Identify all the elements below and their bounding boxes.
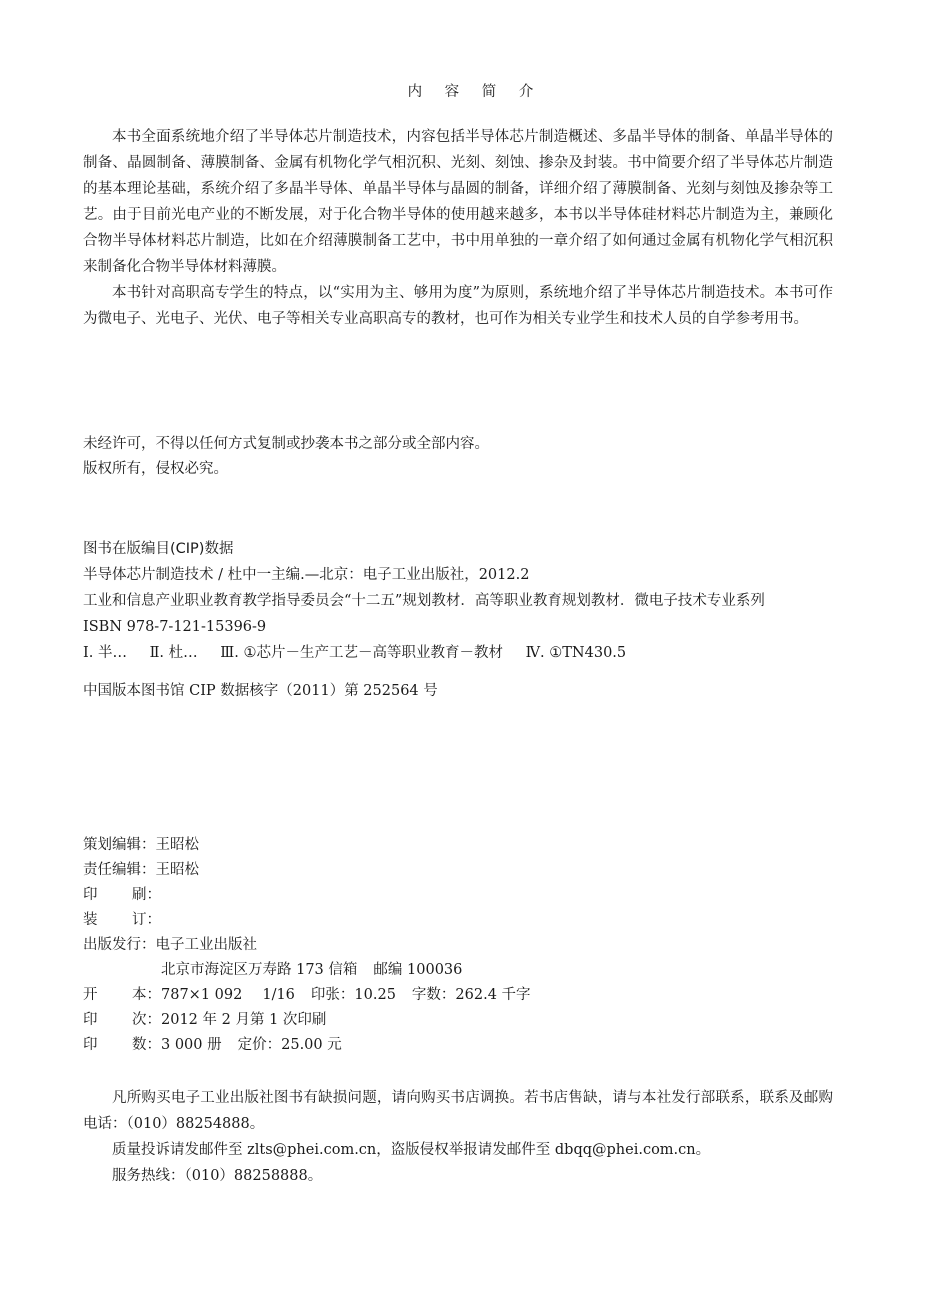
copyright-line: 未经许可，不得以任何方式复制或抄袭本书之部分或全部内容。 xyxy=(83,436,489,452)
planning-editor-value: 王昭松 xyxy=(155,837,199,853)
address-row xyxy=(83,958,843,983)
notice-paragraph: 质量投诉请发邮件至 zlts@phei.com.cn，盗版侵权举报请发邮件至 dbqq@phei.com.cn。 xyxy=(112,1142,711,1158)
printing-label-a: 印 xyxy=(83,887,98,903)
publisher-row: 出版发行 ： 电子工业出版社 xyxy=(83,933,843,958)
cip-class-item: Ⅳ. ①TN430.5 xyxy=(525,645,627,661)
quantity-label-a: 印 xyxy=(83,1037,98,1053)
edition-label-a: 印 xyxy=(83,1012,98,1028)
cip-class-item: Ⅲ. ①芯片－生产工艺－高等职业教育－教材 xyxy=(220,645,503,661)
publishing-info xyxy=(83,833,843,1058)
format-label-a: 开 xyxy=(83,987,98,1003)
format-label-b: 本 xyxy=(132,987,147,1003)
binding-label-b: 订 xyxy=(132,912,147,928)
service-notice xyxy=(83,1085,833,1189)
edition-value: 2012 年 2 月第 1 次印刷 xyxy=(161,1012,327,1028)
publisher-label: 出版发行 xyxy=(83,937,141,953)
printing-row: 印 刷： xyxy=(83,883,843,908)
cip-data-section xyxy=(83,536,843,704)
printing-label-b: 刷 xyxy=(132,887,147,903)
quantity-label-b: 数 xyxy=(132,1037,147,1053)
publisher-address: 北京市海淀区万寿路 173 信箱 xyxy=(161,962,358,978)
binding-row: 装 订： xyxy=(83,908,843,933)
copyright-notice xyxy=(83,432,833,482)
format-fold: 1/16 xyxy=(262,987,295,1003)
notice-paragraph: 凡所购买电子工业出版社图书有缺损问题，请向购买书店调换。若书店售缺，请与本社发行部联系，联系及邮购电话：（010）88254888。 xyxy=(83,1090,833,1132)
cip-book-line: 半导体芯片制造技术 / 杜中一主编.—北京：电子工业出版社，2012.2 xyxy=(83,567,530,583)
binding-label-a: 装 xyxy=(83,912,98,928)
responsible-editor-label: 责任编辑 xyxy=(83,862,141,878)
edition-label-b: 次 xyxy=(132,1012,147,1028)
cip-series-line: 工业和信息产业职业教育教学指导委员会“十二五”规划教材．高等职业教育规划教材．微电子技术专业系列 xyxy=(83,593,765,609)
publisher-postcode: 邮编 100036 xyxy=(373,962,463,978)
cip-classification xyxy=(83,640,843,666)
cip-isbn: ISBN 978-7-121-15396-9 xyxy=(83,619,267,635)
price: 定价：25.00 元 xyxy=(237,1037,342,1053)
format-size: 787×1 092 xyxy=(161,987,243,1003)
summary-paragraph: 本书针对高职高专学生的特点，以“实用为主、够用为度”为原则，系统地介绍了半导体芯片制造技术。本书可作为微电子、光电子、光伏、电子等相关专业高职高专的教材，也可作为相关专业学生和技术人员的自学参考用书。 xyxy=(83,285,833,327)
responsible-editor-row: 责任编辑 ： 王昭松 xyxy=(83,858,843,883)
cip-title: 图书在版编目(CIP)数据 xyxy=(83,541,234,557)
summary-section xyxy=(83,124,833,332)
publisher-value: 电子工业出版社 xyxy=(155,937,257,953)
quantity-row: 印 数： 3 000 册 定价：25.00 元 xyxy=(83,1033,843,1058)
format-sheets: 印张：10.25 xyxy=(310,987,396,1003)
cip-class-item: Ⅱ. 杜… xyxy=(149,645,198,661)
format-words: 字数：262.4 千字 xyxy=(411,987,531,1003)
planning-editor-row: 策划编辑 ： 王昭松 xyxy=(83,833,843,858)
copyright-line: 版权所有，侵权必究。 xyxy=(83,461,228,477)
responsible-editor-value: 王昭松 xyxy=(155,862,199,878)
format-row: 开 本： 787×1 092 1/16 印张：10.25 字数：262.4 千字 xyxy=(83,983,843,1008)
page-title: 内 容 简 介 xyxy=(407,84,543,100)
notice-paragraph: 服务热线：（010）88258888。 xyxy=(112,1168,323,1184)
planning-editor-label: 策划编辑 xyxy=(83,837,141,853)
print-count: 3 000 册 xyxy=(161,1037,222,1053)
cip-verification: 中国版本图书馆 CIP 数据核字（2011）第 252564 号 xyxy=(83,683,438,699)
edition-row: 印 次： 2012 年 2 月第 1 次印刷 xyxy=(83,1008,843,1033)
summary-paragraph: 本书全面系统地介绍了半导体芯片制造技术，内容包括半导体芯片制造概述、多晶半导体的制备、单晶半导体的制备、晶圆制备、薄膜制备、金属有机物化学气相沉积、光刻、刻蚀、掺杂及封装。书中简要介绍了半导体芯片制造的基本理论基础，系统介绍了多晶半导体、单晶半导体与晶圆的制备，详细介绍了薄膜制备、光刻与刻蚀及掺杂等工艺。由于目前光电产业的不断发展，对于化合物半导体的使用越来越多，本书以半导体硅材料芯片制造为主，兼顾化合物半导体材料芯片制造，比如在介绍薄膜制备工艺中，书中用单独的一章介绍了如何通过金属有机物化学气相沉积来制备化合物半导体材料薄膜。 xyxy=(83,129,833,275)
cip-class-item: I. 半… xyxy=(83,645,127,661)
